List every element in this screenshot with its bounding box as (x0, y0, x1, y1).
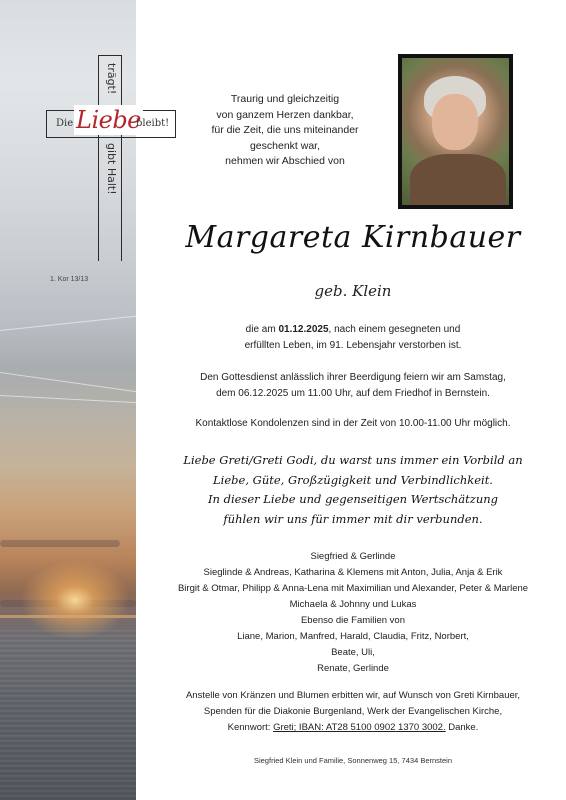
portrait-photo (398, 54, 513, 209)
cloud (0, 540, 120, 547)
horizon-line (0, 615, 136, 618)
cross-word-bleibt: bleibt! (136, 118, 170, 129)
closing-line-2: Spenden für die Diakonie Burgenland, Werk der Evangelischen Kirche, (203, 706, 503, 717)
closing-line-3 (140, 720, 566, 736)
intro-text (180, 92, 390, 170)
quote-line: Liebe Greti/Greti Godi, du warst uns immer ein Vorbild an (183, 453, 523, 467)
family-line: Birgit & Otmar, Philipp & Anna-Lena mit Maximilian und Alexander, Peter & Marlene (177, 583, 529, 594)
memorial-quote (140, 451, 566, 529)
portrait-body (410, 154, 506, 205)
death-date: 01.12.2025 (278, 324, 329, 335)
thanks-text: Danke. (445, 722, 479, 733)
contrail (0, 395, 136, 404)
portrait-image (402, 58, 509, 205)
family-line: Beate, Uli, (331, 647, 375, 658)
donation-request (140, 688, 566, 736)
contrail (0, 314, 136, 331)
family-line: Michaela & Johnny und Lukas (289, 599, 417, 610)
intro-line: Traurig und gleichzeitig (230, 93, 340, 105)
cross-word-gibt-halt: gibt Halt! (105, 143, 118, 195)
contrail (0, 372, 136, 394)
family-list (140, 549, 566, 677)
condolence-info: Kontaktlose Kondolenzen sind in der Zeit von 10.00-11.00 Uhr möglich. (195, 418, 511, 429)
family-address: Siegfried Klein und Familie, Sonnenweg 15, 7434 Bernstein (253, 756, 453, 765)
quote-line: In dieser Liebe und gegenseitigen Wertschätzung (207, 492, 498, 506)
kennwort-label: Kennwort: (227, 722, 274, 733)
deceased-name: Margareta Kirnbauer (185, 220, 521, 255)
main-content (140, 0, 566, 800)
family-line: Siegfried & Gerlinde (310, 551, 396, 562)
intro-line: geschenkt war, (249, 139, 321, 152)
death-line-2: erfüllten Leben, im 91. Lebensjahr verstorben ist. (244, 340, 462, 351)
quote-line: Liebe, Güte, Großzügigkeit und Verbindlichkeit. (213, 472, 493, 487)
family-line: Liane, Marion, Manfred, Harald, Claudia, Fritz, Norbert, (237, 631, 469, 642)
service-line: Den Gottesdienst anlässlich ihrer Beerdigung feiern wir am Samstag, (200, 372, 506, 383)
death-line-1 (140, 322, 566, 338)
death-notice (140, 322, 566, 354)
cross-word-die: Die (56, 118, 74, 129)
intro-line: nehmen wir Abschied von (225, 155, 345, 167)
bible-reference: 1. Kor 13/13 (50, 276, 89, 283)
quote-line: fühlen wir uns für immer mit dir verbunden. (223, 511, 483, 526)
family-line: Ebenso die Familien von (300, 615, 406, 626)
family-line: Renate, Gerlinde (317, 663, 389, 674)
service-line: dem 06.12.2025 um 11.00 Uhr, auf dem Friedhof in Bernstein. (216, 388, 490, 399)
cross-word-liebe: Liebe (76, 106, 141, 134)
service-info (140, 370, 566, 402)
intro-line: von ganzem Herzen dankbar, (216, 108, 354, 121)
death-suffix: , nach einem gesegneten und (328, 324, 461, 335)
sea (0, 630, 136, 800)
cross-word-traegt: trägt! (105, 63, 118, 95)
iban-info: Greti; IBAN: AT28 5100 0902 1370 3002. (273, 722, 446, 733)
family-line: Sieglinde & Andreas, Katharina & Klemens mit Anton, Julia, Anja & Erik (203, 567, 503, 578)
portrait-face (432, 94, 478, 150)
closing-line-1: Anstelle von Kränzen und Blumen erbitten wir, auf Wunsch von Greti Kirnbauer, (185, 690, 521, 701)
birth-name: geb. Klein (314, 282, 392, 300)
intro-line: für die Zeit, die uns miteinander (211, 124, 359, 136)
death-prefix: die am (245, 324, 279, 335)
sun (20, 560, 130, 640)
